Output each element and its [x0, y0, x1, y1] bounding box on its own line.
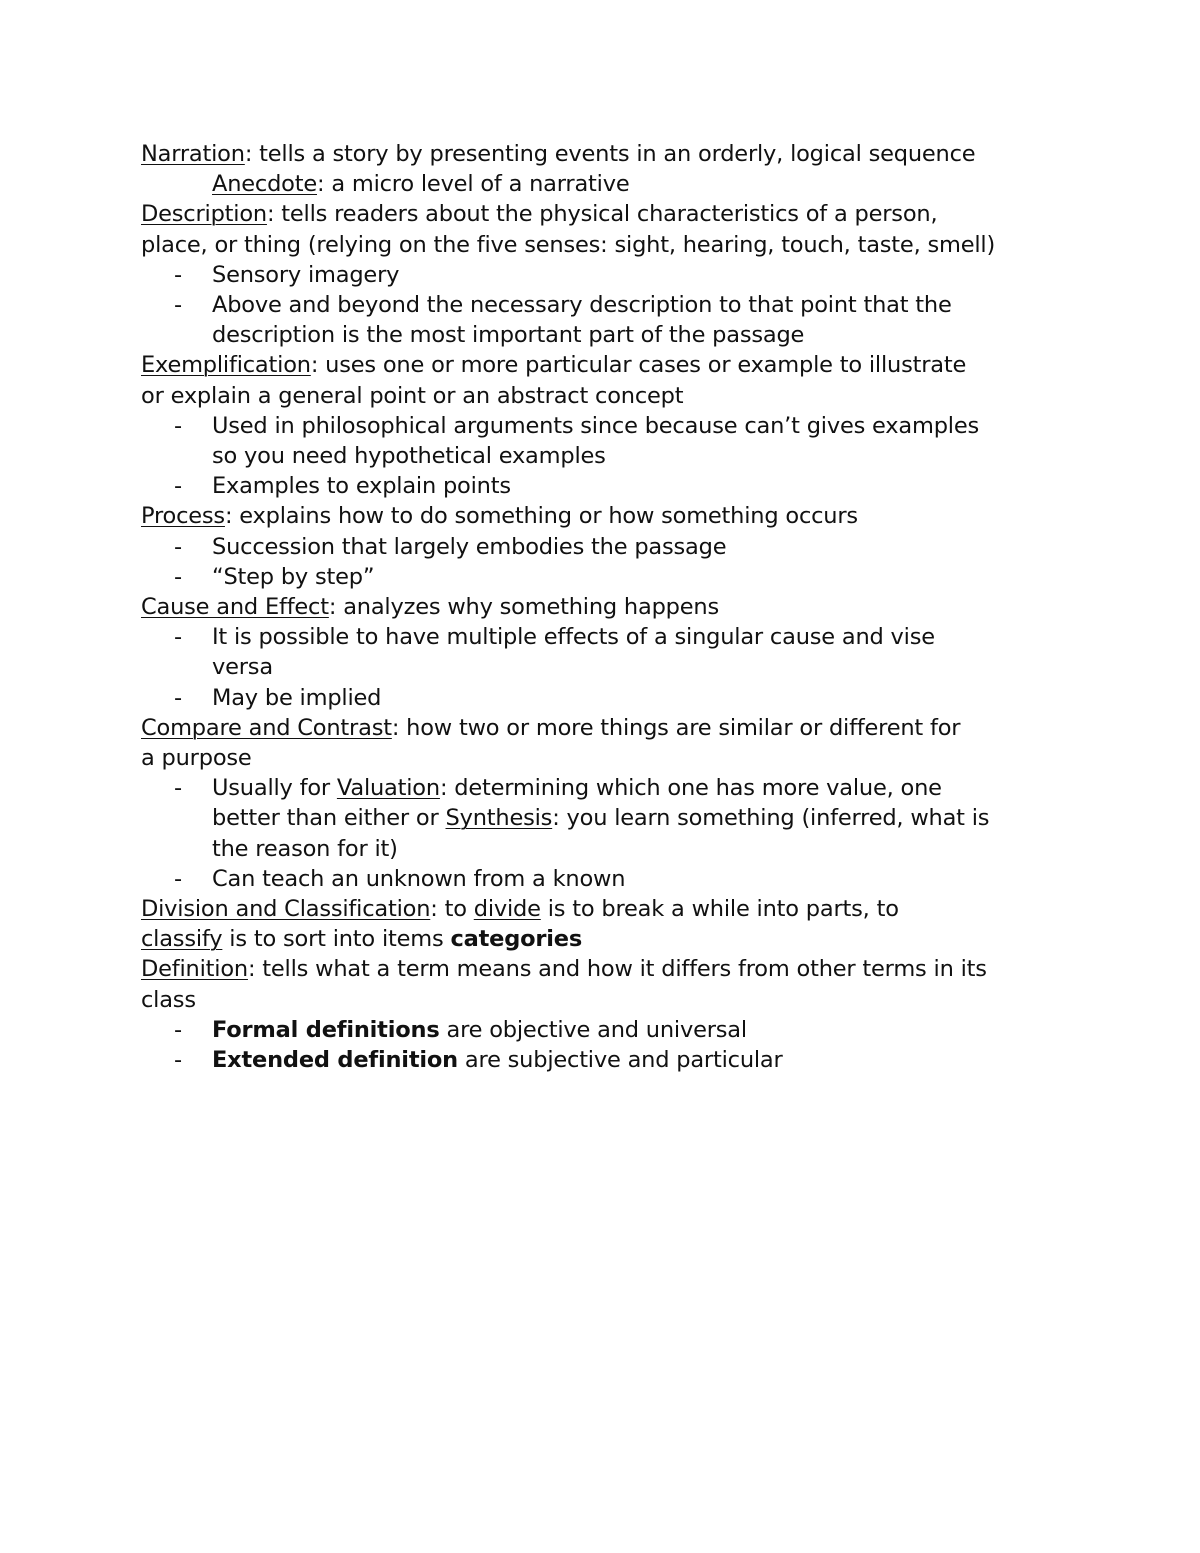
description-line-2: place, or thing (relying on the five senses: sight, hearing, touch, taste, smell) [141, 231, 996, 258]
anecdote-line [141, 169, 1071, 199]
bullet-dash: - [174, 684, 182, 711]
bullet-text: are objective and universal [439, 1016, 747, 1043]
valuation-term: Valuation [336, 775, 440, 802]
process-term: Process [141, 503, 225, 530]
bullet-text: : determining which one has more value, one [439, 775, 942, 802]
process-line [141, 501, 1071, 531]
notes-body [141, 139, 1071, 1075]
cause-effect-line [141, 592, 1071, 622]
bullet-dash: - [174, 1016, 182, 1043]
narration-term: Narration [141, 141, 245, 167]
bullet-dash: - [174, 1047, 182, 1074]
definition-line [141, 954, 1071, 984]
bullet-text: Above and beyond the necessary description to that point that the [212, 292, 952, 319]
anecdote-term: Anecdote [212, 171, 317, 198]
exemplification-definition: : uses one or more particular cases or example to illustrate [310, 352, 967, 379]
bullet-dash: - [174, 292, 182, 319]
formal-definitions-term: Formal definitions [212, 1016, 440, 1043]
cause-effect-bullet-2 [141, 683, 1071, 713]
cause-effect-bullet-1 [141, 622, 1071, 652]
categories-term: categories [450, 926, 583, 953]
synthesis-term: Synthesis [445, 805, 553, 832]
division-line [141, 894, 1071, 924]
bullet-dash: - [174, 412, 182, 439]
division-line-2 [141, 924, 1071, 954]
bullet-text: are subjective and particular [457, 1047, 783, 1074]
bullet-dash: - [174, 261, 182, 288]
process-definition: : explains how to do something or how something occurs [224, 503, 858, 530]
compare-contrast-definition: : how two or more things are similar or different for [391, 714, 961, 741]
bullet-text: Can teach an unknown from a known [212, 865, 626, 892]
compare-contrast-bullet-1-cont-2: the reason for it) [212, 835, 398, 862]
definition-definition: : tells what a term means and how it differs from other terms in its [247, 956, 987, 983]
description-line [141, 199, 1071, 229]
bullet-text: Examples to explain points [212, 473, 511, 500]
division-definition: is to sort into items [222, 926, 451, 953]
bullet-text: Usually for [212, 775, 337, 802]
description-bullet-2 [141, 290, 1071, 320]
exemplification-term: Exemplification [141, 352, 311, 379]
definition-bullet-2 [141, 1045, 1071, 1075]
compare-contrast-line [141, 713, 1071, 743]
bullet-text: Used in philosophical arguments since because can’t gives examples [212, 412, 980, 439]
division-definition: : to [430, 896, 474, 923]
compare-contrast-line-2: a purpose [141, 745, 252, 772]
bullet-text: : you learn something (inferred, what is [552, 805, 990, 832]
compare-contrast-term: Compare and Contrast [141, 714, 392, 741]
bullet-text: better than either or [212, 805, 446, 832]
bullet-text: Sensory imagery [212, 261, 400, 288]
narration-definition: : tells a story by presenting events in an orderly, logical sequence [244, 141, 976, 167]
exemplification-bullet-1 [141, 411, 1071, 441]
description-term: Description [141, 201, 267, 228]
description-bullet-1 [141, 260, 1071, 290]
bullet-dash: - [174, 865, 182, 892]
cause-effect-bullet-1-cont: versa [212, 654, 273, 681]
bullet-dash: - [174, 775, 182, 802]
narration-line [141, 139, 1071, 169]
bullet-text: It is possible to have multiple effects of a singular cause and vise [212, 624, 935, 651]
process-bullet-1 [141, 532, 1071, 562]
divide-term: divide [473, 896, 541, 923]
exemplification-line [141, 350, 1071, 380]
bullet-dash: - [174, 624, 182, 651]
bullet-dash: - [174, 473, 182, 500]
compare-contrast-bullet-2 [141, 864, 1071, 894]
exemplification-bullet-1-cont: so you need hypothetical examples [212, 443, 606, 470]
classify-term: classify [141, 926, 223, 953]
compare-contrast-bullet-1 [141, 773, 1071, 803]
cause-effect-definition: : analyzes why something happens [328, 594, 719, 621]
description-definition: : tells readers about the physical characteristics of a person, [266, 201, 938, 228]
exemplification-bullet-2 [141, 471, 1071, 501]
bullet-dash: - [174, 533, 182, 560]
bullet-dash: - [174, 563, 182, 590]
bullet-text: May be implied [212, 684, 382, 711]
cause-effect-term: Cause and Effect [141, 594, 329, 621]
division-term: Division and Classification [141, 896, 431, 923]
exemplification-line-2: or explain a general point or an abstract concept [141, 382, 684, 409]
compare-contrast-bullet-1-cont [141, 803, 1071, 833]
description-bullet-2-cont: description is the most important part of the passage [212, 322, 805, 349]
extended-definition-term: Extended definition [212, 1047, 458, 1074]
bullet-text: “Step by step” [212, 563, 375, 590]
anecdote-definition: : a micro level of a narrative [316, 171, 630, 198]
process-bullet-2 [141, 562, 1071, 592]
definition-line-2: class [141, 986, 196, 1013]
definition-bullet-1 [141, 1015, 1071, 1045]
division-definition: is to break a while into parts, to [540, 896, 899, 923]
definition-term: Definition [141, 956, 248, 983]
bullet-text: Succession that largely embodies the passage [212, 533, 727, 560]
